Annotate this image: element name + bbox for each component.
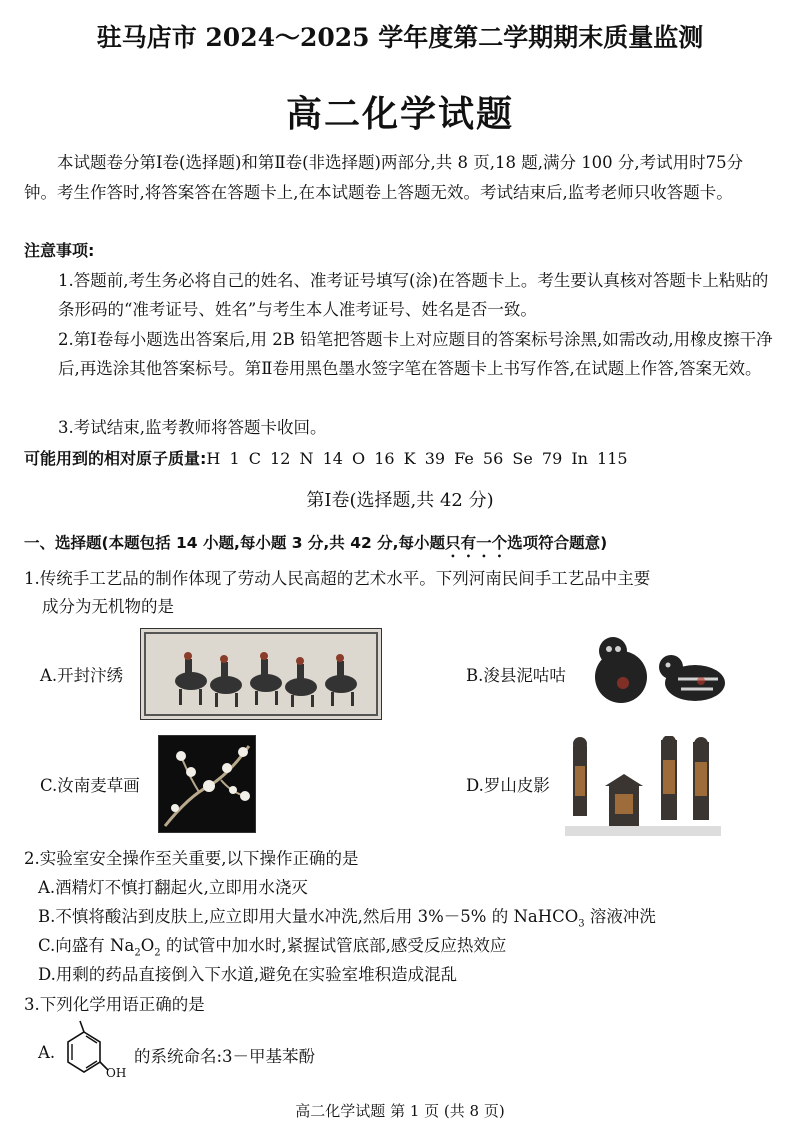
page-footer: 高二化学试题 第 1 页 (共 8 页) — [295, 1102, 505, 1120]
q1-option-c: C.汝南麦草画 — [40, 776, 140, 795]
q2-option-b-text: B.不慎将酸沾到皮肤上,应立即用大量水冲洗,然后用 3%－5% 的 NaHCO — [38, 907, 579, 926]
q2-option-d: D.用剩的药品直接倒入下水道,避免在实验室堆积造成混乱 — [38, 965, 458, 984]
q1-option-b: B.浚县泥咕咕 — [466, 666, 566, 685]
q2-option-b-post: 溶液冲洗 — [584, 907, 656, 926]
q2-option-b-sub: 3 — [578, 918, 585, 930]
note-item: 2.第Ⅰ卷每小题选出答案后,用 2B 铅笔把答题卡上对应题目的答案标号涂黑,如需改动,用橡皮擦干净后,再选涂其他答案标号。第Ⅱ卷用黑色墨水签字笔在答题卡上书写作答,在试题上作答,答案无效。 — [58, 330, 773, 378]
q2-option-c-mid: O — [140, 936, 155, 955]
intro-paragraph: 本试题卷分第Ⅰ卷(选择题)和第Ⅱ卷(非选择题)两部分,共 8 页,18 题,满分 100 分,考试用时75分钟。考生作答时,将答案答在答题卡上,在本试题卷上答题无效。考试结束后,监考老师只收答题卡。 — [24, 153, 744, 202]
part-heading-emphasis: 只有一个 — [445, 534, 508, 552]
q1-stem-line1: 1.传统手工艺品的制作体现了劳动人民高超的艺术水平。下列河南民间手工艺品中主要 — [24, 569, 651, 588]
q2-option-c-post: 的试管中加水时,紧握试管底部,感受反应热效应 — [160, 936, 507, 955]
clay-whistle-image — [583, 631, 737, 713]
part-heading — [24, 531, 607, 561]
q2-option-b — [38, 903, 656, 929]
q1-option-d: D.罗山皮影 — [466, 776, 550, 795]
q2-option-c-sub1: 2 — [134, 947, 141, 959]
atomic-masses — [24, 446, 628, 469]
q2-option-c-text: C.向盛有 Na — [38, 936, 135, 955]
q3-option-a-text: 的系统命名:3－甲基苯酚 — [134, 1047, 316, 1066]
q2-stem: 2.实验室安全操作至关重要,以下操作正确的是 — [24, 849, 359, 868]
q2-option-a: A.酒精灯不慎打翻起火,立即用水浇灭 — [38, 878, 308, 897]
oh-group-label: OH — [106, 1066, 127, 1080]
subject-title: 高二化学试题 — [285, 93, 514, 135]
part-heading-post: 选项符合题意) — [507, 534, 608, 552]
q3-stem: 3.下列化学用语正确的是 — [24, 995, 205, 1014]
q2-option-c-sub2: 2 — [154, 947, 161, 959]
embroidery-image — [140, 628, 382, 720]
note-item: 1.答题前,考生务必将自己的姓名、准考证号填写(涂)在答题卡上。考生要认真核对答题卡上粘贴的条形码的“准考证号、姓名”与考生本人准考证号、姓名是否一致。 — [58, 271, 769, 319]
q2-option-c — [38, 932, 506, 958]
shadow-puppet-image — [565, 736, 721, 836]
straw-painting-image — [158, 735, 256, 833]
exam-title: 驻马店市 2024～2025 学年度第二学期期末质量监测 — [96, 23, 704, 52]
q3-option-a-label: A. — [38, 1043, 56, 1062]
atomic-masses-values: H 1 C 12 N 14 O 16 K 39 Fe 56 Se 79 In 115 — [206, 449, 628, 468]
notes-title: 注意事项: — [24, 241, 95, 260]
section-title: 第Ⅰ卷(选择题,共 42 分) — [306, 490, 494, 511]
atomic-masses-label: 可能用到的相对原子质量: — [24, 449, 207, 468]
q1-stem-line2: 成分为无机物的是 — [42, 597, 174, 616]
note-item: 3.考试结束,监考教师将答题卡收回。 — [58, 418, 327, 437]
q1-option-a: A.开封汴绣 — [40, 666, 124, 685]
part-heading-pre: 一、选择题(本题包括 14 小题,每小题 3 分,共 42 分,每小题 — [24, 534, 446, 552]
